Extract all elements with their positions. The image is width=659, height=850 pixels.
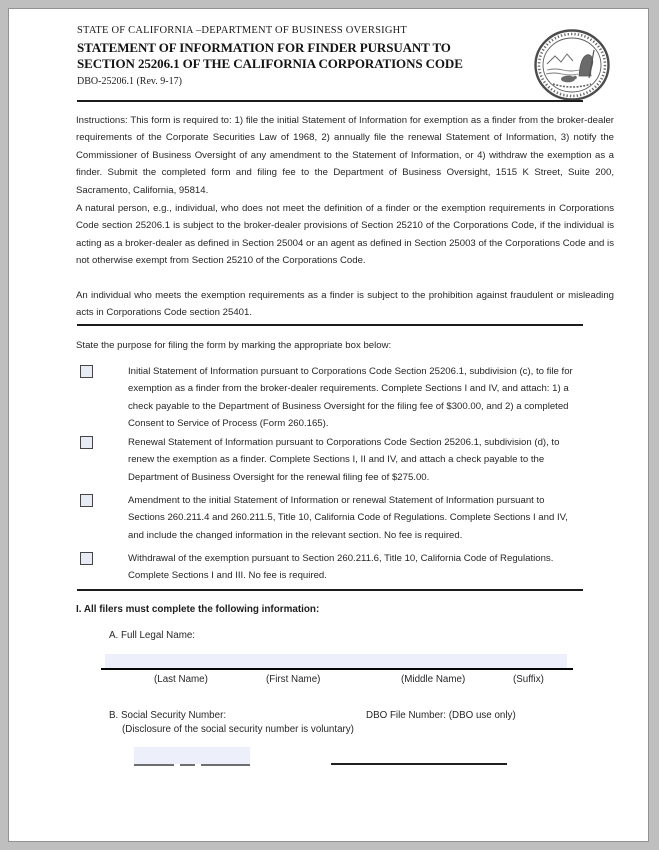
- ssn-input[interactable]: [134, 747, 250, 764]
- purpose-intro: State the purpose for filing the form by marking the appropriate box below:: [76, 340, 392, 351]
- full-legal-name-underline: [101, 668, 573, 670]
- ssn-field: [134, 747, 250, 769]
- ssn-label: B. Social Security Number:: [109, 710, 227, 721]
- full-legal-name-label: A. Full Legal Name:: [109, 630, 196, 641]
- ssn-disclosure-note: (Disclosure of the social security number is voluntary): [122, 724, 354, 735]
- ssn-underline-segment-1: [134, 764, 174, 766]
- full-legal-name-input[interactable]: [105, 654, 567, 668]
- middle-name-sublabel: (Middle Name): [401, 674, 466, 685]
- dbo-file-number-line: [331, 763, 507, 765]
- instructions-paragraph-3: An individual who meets the exemption requirements as a finder is subject to the prohibition against fraudulent or misleading acts in Corporations Code section 25401.: [76, 290, 614, 319]
- form-page: [8, 8, 649, 842]
- dbo-file-number-label: DBO File Number: (DBO use only): [366, 710, 516, 721]
- purpose-option-withdrawal-text: Withdrawal of the exemption pursuant to Section 260.211.6, Title 10, California Code of Regulations. Complete Sections I and III. No fee is required.: [128, 553, 554, 582]
- form-title-line-2: SECTION 25206.1 OF THE CALIFORNIA CORPORATIONS CODE: [77, 56, 463, 71]
- header-divider: [77, 100, 583, 102]
- checkbox-renewal-statement[interactable]: [80, 436, 93, 449]
- california-state-seal-icon: [533, 28, 611, 102]
- first-name-sublabel: (First Name): [266, 674, 321, 685]
- checkbox-initial-statement[interactable]: [80, 365, 93, 378]
- ssn-underline-segment-2: [180, 764, 195, 766]
- instructions-paragraph-1: Instructions: This form is required to: 1) file the initial Statement of Information for exemption as a finder from the broker-dealer requirements of the Corporate Securities Law of 1968, 2) annually file the renewal Statement of Information, 3) notify the Commissioner of Business Oversight of any amendment to the Statement of Information, or 4) withdraw the exemption as a finder. Submit the completed form and filing fee to the Department of Business Oversight, 1515 K Street, Suite 200, Sacramento, California, 95814.: [76, 115, 614, 196]
- purpose-option-initial-text: Initial Statement of Information pursuant to Corporations Code Section 25206.1, subdivision (c), to file for exemption as a finder from the broker-dealer requirements. Complete Sections I and IV, and attach: 1) a check payable to the Department of Business Oversight for the filing fee of $300.00, and 2) a completed Consent to Service of Process (Form 260.165).: [128, 366, 573, 430]
- suffix-sublabel: (Suffix): [513, 674, 544, 685]
- checkbox-amendment[interactable]: [80, 494, 93, 507]
- full-legal-name-field: [101, 654, 567, 688]
- last-name-sublabel: (Last Name): [154, 674, 208, 685]
- section1-divider: [77, 589, 583, 591]
- ssn-underline-segment-3: [201, 764, 250, 766]
- purpose-option-renewal-text: Renewal Statement of Information pursuant to Corporations Code Section 25206.1, subdivision (d), to renew the exemption as a finder. Complete Sections I, II and IV, and attach a check payable to the Department of Business Oversight for the renewal filing fee of $275.00.: [128, 437, 560, 483]
- purpose-divider: [77, 324, 583, 326]
- agency-line: STATE OF CALIFORNIA –DEPARTMENT OF BUSINESS OVERSIGHT: [77, 25, 408, 36]
- checkbox-withdrawal[interactable]: [80, 552, 93, 565]
- purpose-option-amendment-text: Amendment to the initial Statement of Information or renewal Statement of Information pursuant to Sections 260.211.4 and 260.211.5, Title 10, California Code of Regulations. Complete Sections I and IV, and include the changed information in the relevant section. No fee is required.: [128, 495, 568, 541]
- form-title-line-1: STATEMENT OF INFORMATION FOR FINDER PURSUANT TO: [77, 40, 451, 55]
- section1-heading: I. All filers must complete the following information:: [76, 604, 320, 615]
- form-number: DBO-25206.1 (Rev. 9-17): [77, 76, 182, 87]
- instructions-paragraph-2: A natural person, e.g., individual, who does not meet the definition of a finder or the exemption requirements in Corporations Code section 25206.1 is subject to the broker-dealer provisions of Section 25210 of the Corporations Code, if the individual is acting as a broker-dealer as defined in Section 25004 or an agent as defined in Section 25003 of the Corporations Code and is not otherwise exempt from Section 25210 of the Corporations Code.: [76, 203, 614, 267]
